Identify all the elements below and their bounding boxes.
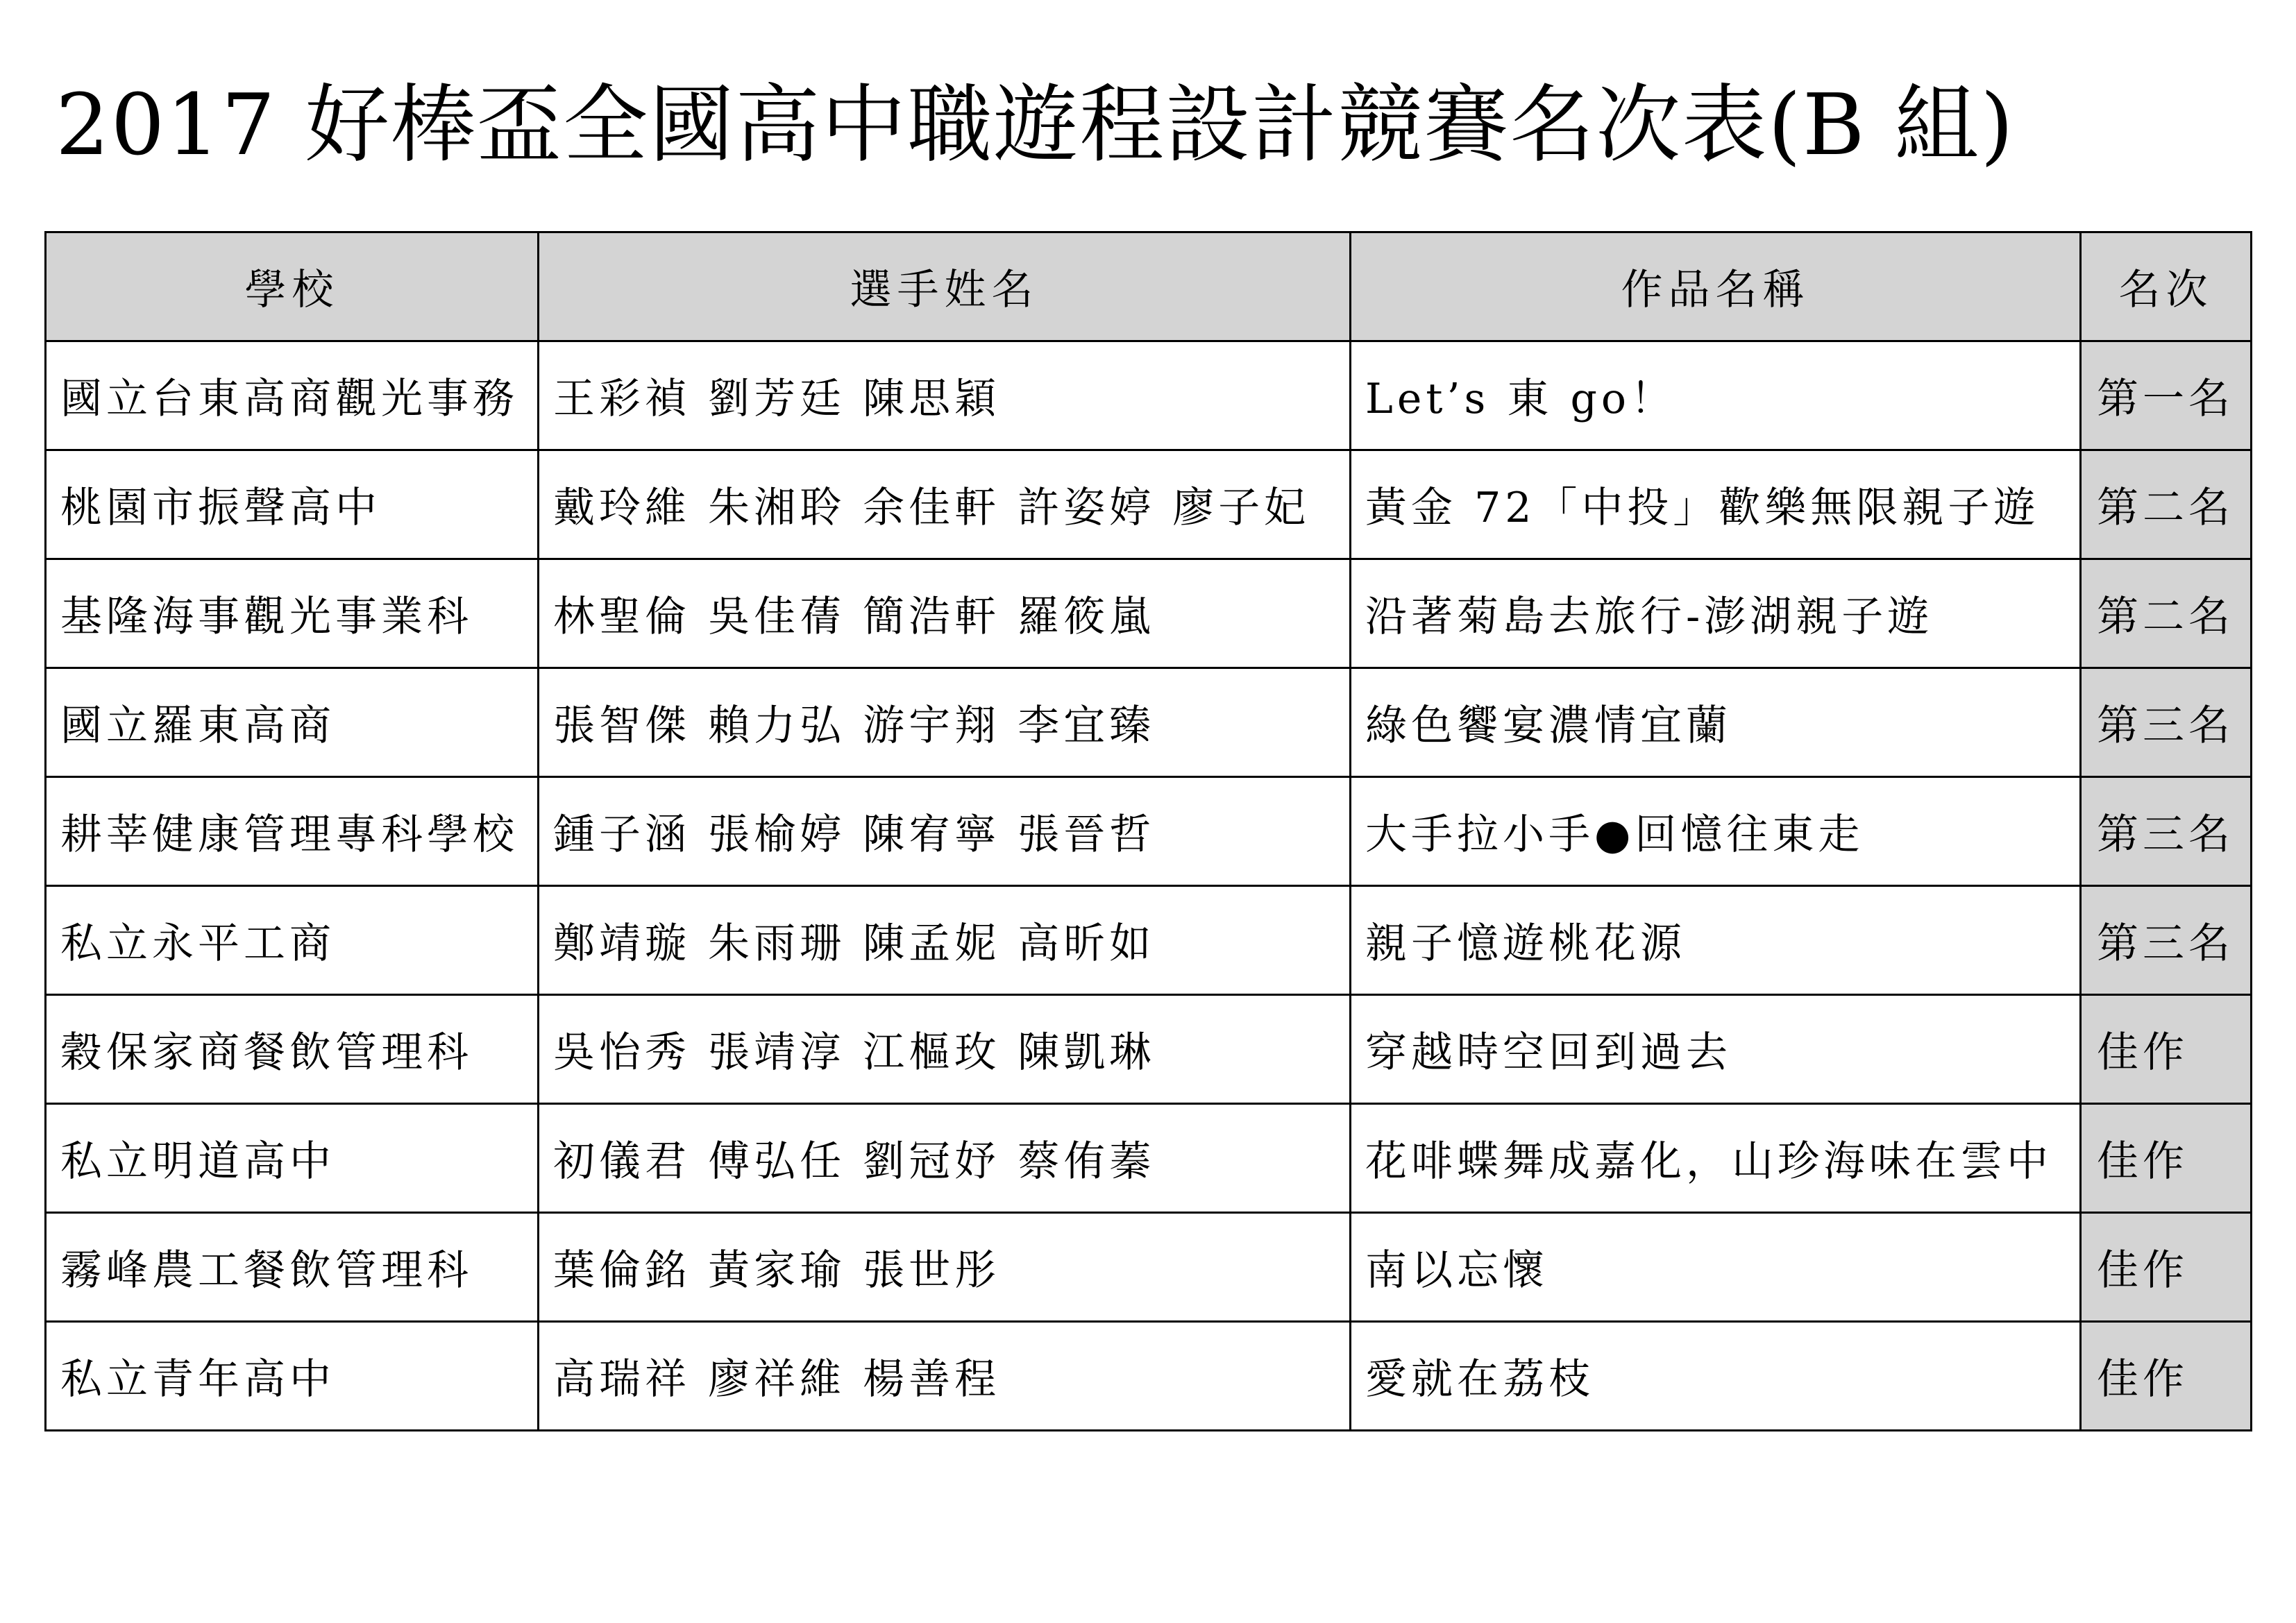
cell-school: 私立明道高中	[46, 1104, 539, 1213]
ranking-table	[44, 231, 2252, 1431]
table-row	[46, 1213, 2252, 1322]
cell-work-title: 穿越時空回到過去	[1351, 995, 2081, 1104]
cell-rank: 第一名	[2081, 341, 2252, 450]
cell-work-title: 黃金 72「中投」歡樂無限親子遊	[1351, 450, 2081, 559]
cell-contestants: 鄭靖璇 朱雨珊 陳孟妮 高昕如	[539, 886, 1351, 995]
cell-work-title: 沿著菊島去旅行-澎湖親子遊	[1351, 559, 2081, 668]
table-body	[46, 341, 2252, 1431]
cell-contestants: 初儀君 傅弘任 劉冠妤 蔡侑蓁	[539, 1104, 1351, 1213]
cell-contestants: 戴玲維 朱湘聆 余佳軒 許姿婷 廖子妃	[539, 450, 1351, 559]
cell-rank: 第三名	[2081, 886, 2252, 995]
cell-school: 桃園市振聲高中	[46, 450, 539, 559]
cell-rank: 第三名	[2081, 777, 2252, 886]
cell-work-title: 親子憶遊桃花源	[1351, 886, 2081, 995]
cell-contestants: 張智傑 賴力弘 游宇翔 李宜臻	[539, 668, 1351, 777]
table-row	[46, 777, 2252, 886]
header-school: 學校	[46, 232, 539, 341]
table-row	[46, 995, 2252, 1104]
table-row	[46, 341, 2252, 450]
cell-school: 國立台東高商觀光事務	[46, 341, 539, 450]
cell-contestants: 林聖倫 吳佳蒨 簡浩軒 羅筱嵐	[539, 559, 1351, 668]
cell-contestants: 高瑞祥 廖祥維 楊善程	[539, 1322, 1351, 1431]
cell-school: 私立永平工商	[46, 886, 539, 995]
cell-work-title: Let’s 東 go！	[1351, 341, 2081, 450]
cell-work-title: 南以忘懷	[1351, 1213, 2081, 1322]
cell-work-title: 綠色饗宴濃情宜蘭	[1351, 668, 2081, 777]
cell-rank: 第三名	[2081, 668, 2252, 777]
cell-contestants: 鍾子涵 張榆婷 陳宥寧 張晉哲	[539, 777, 1351, 886]
header-contestants: 選手姓名	[539, 232, 1351, 341]
cell-work-title: 大手拉小手●回憶往東走	[1351, 777, 2081, 886]
header-rank: 名次	[2081, 232, 2252, 341]
table-row	[46, 1322, 2252, 1431]
cell-contestants: 王彩禎 劉芳廷 陳思穎	[539, 341, 1351, 450]
cell-school: 耕莘健康管理專科學校	[46, 777, 539, 886]
cell-rank: 第二名	[2081, 450, 2252, 559]
cell-contestants: 葉倫銘 黃家瑜 張世彤	[539, 1213, 1351, 1322]
table-row	[46, 668, 2252, 777]
cell-school: 基隆海事觀光事業科	[46, 559, 539, 668]
table-row	[46, 450, 2252, 559]
cell-school: 霧峰農工餐飲管理科	[46, 1213, 539, 1322]
page-title: 2017 好棒盃全國高中職遊程設計競賽名次表(B 組)	[56, 76, 2015, 174]
cell-rank: 佳作	[2081, 1322, 2252, 1431]
cell-school: 私立青年高中	[46, 1322, 539, 1431]
cell-rank: 佳作	[2081, 1104, 2252, 1213]
table-row	[46, 559, 2252, 668]
header-work-title: 作品名稱	[1351, 232, 2081, 341]
table-header-row	[46, 232, 2252, 341]
cell-school: 穀保家商餐飲管理科	[46, 995, 539, 1104]
cell-rank: 第二名	[2081, 559, 2252, 668]
cell-rank: 佳作	[2081, 1213, 2252, 1322]
cell-work-title: 愛就在荔枝	[1351, 1322, 2081, 1431]
cell-contestants: 吳怡秀 張靖淳 江樞玫 陳凱琳	[539, 995, 1351, 1104]
cell-work-title: 花啡蝶舞成嘉化，山珍海味在雲中	[1351, 1104, 2081, 1213]
table-row	[46, 886, 2252, 995]
table-row	[46, 1104, 2252, 1213]
cell-rank: 佳作	[2081, 995, 2252, 1104]
cell-school: 國立羅東高商	[46, 668, 539, 777]
